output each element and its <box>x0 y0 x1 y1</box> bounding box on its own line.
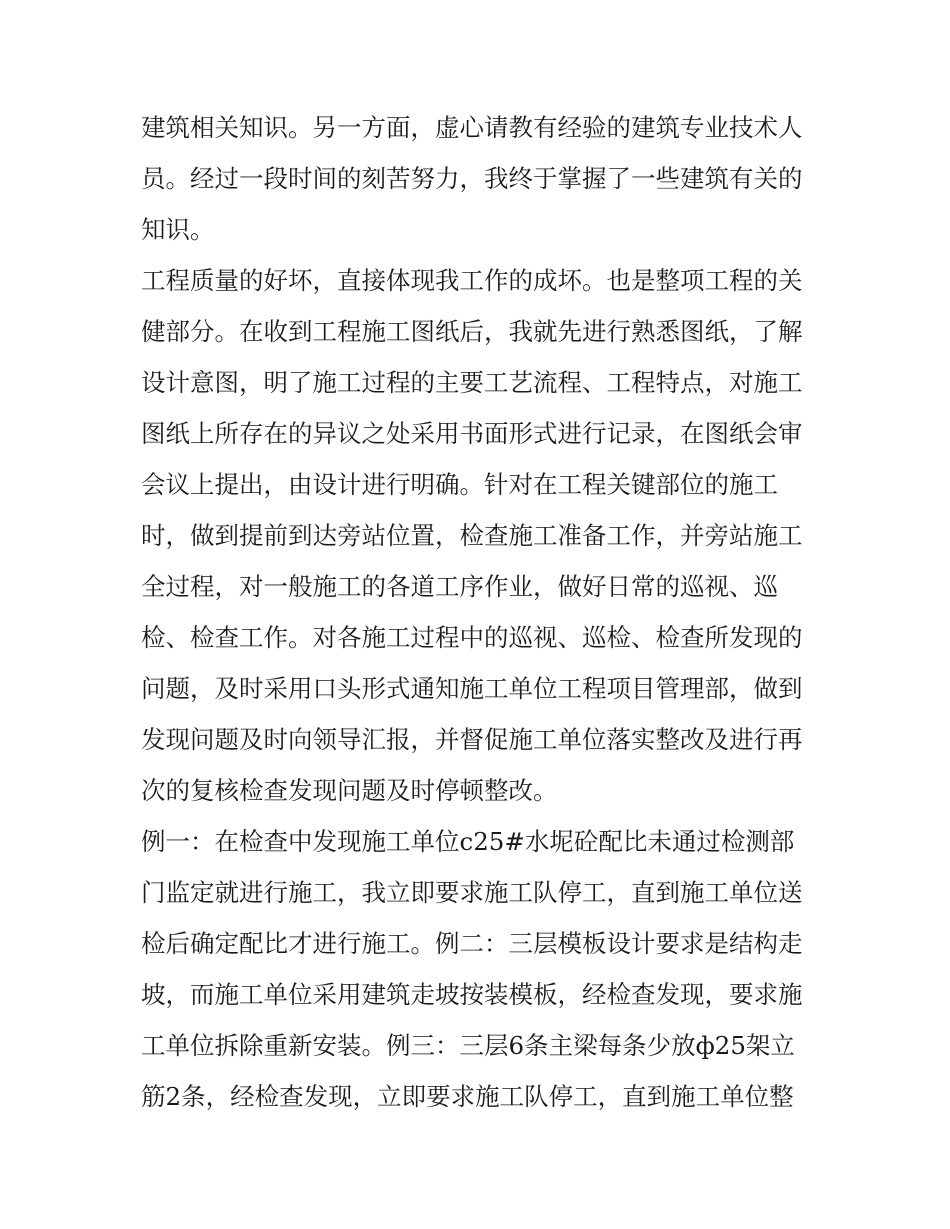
text-line-13: 发现问题及时向领导汇报，并督促施工单位落实整改及进行再 <box>141 725 803 754</box>
text-line-20: 筋2条，经检查发现，立即要求施工队停工，直到施工单位整 <box>141 1082 794 1111</box>
text-line-16: 门监定就进行施工，我立即要求施工队停工，直到施工单位送 <box>141 878 803 907</box>
text-line-17: 检后确定配比才进行施工。例二：三层模板设计要求是结构走 <box>141 929 803 958</box>
text-line-15: 例一：在检查中发现施工单位c25#水坭砼配比未通过检测部 <box>141 827 795 856</box>
text-line-6: 设计意图，明了施工过程的主要工艺流程、工程特点，对施工 <box>141 368 803 397</box>
text-line-5: 健部分。在收到工程施工图纸后，我就先进行熟悉图纸，了解 <box>141 317 803 346</box>
text-line-7: 图纸上所存在的异议之处采用书面形式进行记录，在图纸会审 <box>141 419 803 448</box>
text-line-11: 检、检查工作。对各施工过程中的巡视、巡检、检查所发现的 <box>141 623 803 652</box>
text-line-10: 全过程，对一般施工的各道工序作业，做好日常的巡视、巡 <box>141 572 778 601</box>
text-line-19: 工单位拆除重新安装。例三：三层6条主梁每条少放ф25架立 <box>141 1031 795 1060</box>
text-line-1: 建筑相关知识。另一方面，虚心请教有经验的建筑专业技术人 <box>141 113 803 142</box>
text-line-8: 会议上提出，由设计进行明确。针对在工程关键部位的施工 <box>141 470 778 499</box>
text-line-3: 知识。 <box>141 215 215 244</box>
text-line-14: 次的复核检查发现问题及时停顿整改。 <box>141 776 558 805</box>
text-line-12: 问题，及时采用口头形式通知施工单位工程项目管理部，做到 <box>141 674 803 703</box>
text-line-9: 时，做到提前到达旁站位置，检查施工准备工作，并旁站施工 <box>141 521 803 550</box>
text-line-2: 员。经过一段时间的刻苦努力，我终于掌握了一些建筑有关的 <box>141 164 803 193</box>
text-line-18: 坡，而施工单位采用建筑走坡按装模板，经检查发现，要求施 <box>141 980 803 1009</box>
text-line-4: 工程质量的好坏，直接体现我工作的成坏。也是整项工程的关 <box>141 266 803 295</box>
